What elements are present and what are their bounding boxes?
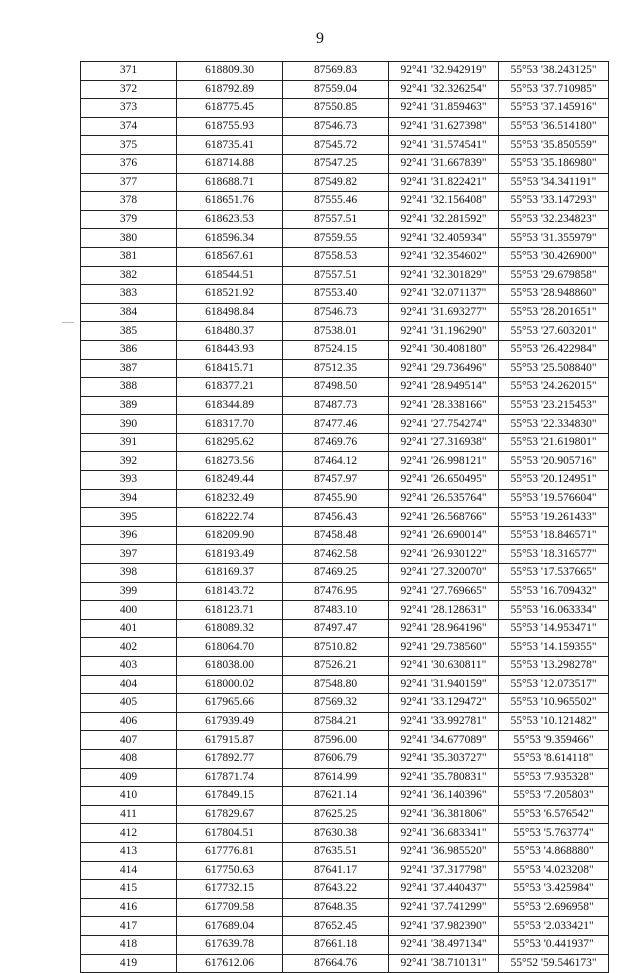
longitude-cell: 92°41 '32.326254" (389, 80, 499, 99)
point-number-cell: 397 (81, 545, 177, 564)
latitude-cell: 55°52 '59.546173" (499, 954, 609, 973)
x-coordinate-cell: 618688.71 (177, 173, 283, 192)
longitude-cell: 92°41 '36.985520" (389, 842, 499, 861)
x-coordinate-cell: 618651.76 (177, 192, 283, 211)
longitude-cell: 92°41 '29.738560" (389, 638, 499, 657)
x-coordinate-cell: 618792.89 (177, 80, 283, 99)
table-row (81, 731, 609, 750)
x-coordinate-cell: 618755.93 (177, 117, 283, 136)
point-number-cell: 383 (81, 285, 177, 304)
y-coordinate-cell: 87614.99 (283, 768, 389, 787)
point-number-cell: 407 (81, 731, 177, 750)
latitude-cell: 55°53 '22.334830" (499, 415, 609, 434)
table-row (81, 285, 609, 304)
x-coordinate-cell: 618295.62 (177, 433, 283, 452)
table-row (81, 136, 609, 155)
longitude-cell: 92°41 '32.281592" (389, 210, 499, 229)
latitude-cell: 55°53 '26.422984" (499, 340, 609, 359)
point-number-cell: 386 (81, 340, 177, 359)
point-number-cell: 387 (81, 359, 177, 378)
table-row (81, 247, 609, 266)
table-row (81, 545, 609, 564)
table-row (81, 489, 609, 508)
longitude-cell: 92°41 '28.964196" (389, 619, 499, 638)
point-number-cell: 375 (81, 136, 177, 155)
longitude-cell: 92°41 '36.140396" (389, 787, 499, 806)
x-coordinate-cell: 617709.58 (177, 898, 283, 917)
longitude-cell: 92°41 '27.769665" (389, 582, 499, 601)
y-coordinate-cell: 87596.00 (283, 731, 389, 750)
x-coordinate-cell: 618735.41 (177, 136, 283, 155)
table-row (81, 526, 609, 545)
y-coordinate-cell: 87462.58 (283, 545, 389, 564)
y-coordinate-cell: 87457.97 (283, 471, 389, 490)
longitude-cell: 92°41 '38.710131" (389, 954, 499, 973)
latitude-cell: 55°53 '3.425984" (499, 880, 609, 899)
table-row (81, 601, 609, 620)
x-coordinate-cell: 618000.02 (177, 675, 283, 694)
latitude-cell: 55°53 '33.147293" (499, 192, 609, 211)
table-row (81, 787, 609, 806)
point-number-cell: 417 (81, 917, 177, 936)
table-row (81, 340, 609, 359)
point-number-cell: 399 (81, 582, 177, 601)
longitude-cell: 92°41 '31.627398" (389, 117, 499, 136)
y-coordinate-cell: 87664.76 (283, 954, 389, 973)
latitude-cell: 55°53 '18.316577" (499, 545, 609, 564)
table-row (81, 266, 609, 285)
table-row (81, 322, 609, 341)
x-coordinate-cell: 618209.90 (177, 526, 283, 545)
y-coordinate-cell: 87487.73 (283, 396, 389, 415)
longitude-cell: 92°41 '27.316938" (389, 433, 499, 452)
longitude-cell: 92°41 '28.949514" (389, 378, 499, 397)
y-coordinate-cell: 87553.40 (283, 285, 389, 304)
y-coordinate-cell: 87630.38 (283, 824, 389, 843)
x-coordinate-cell: 617732.15 (177, 880, 283, 899)
longitude-cell: 92°41 '26.930122" (389, 545, 499, 564)
point-number-cell: 395 (81, 508, 177, 527)
latitude-cell: 55°53 '29.679858" (499, 266, 609, 285)
longitude-cell: 92°41 '32.405934" (389, 229, 499, 248)
point-number-cell: 372 (81, 80, 177, 99)
point-number-cell: 409 (81, 768, 177, 787)
x-coordinate-cell: 617829.67 (177, 805, 283, 824)
point-number-cell: 416 (81, 898, 177, 917)
latitude-cell: 55°53 '24.262015" (499, 378, 609, 397)
point-number-cell: 381 (81, 247, 177, 266)
point-number-cell: 403 (81, 657, 177, 676)
y-coordinate-cell: 87557.51 (283, 266, 389, 285)
table-row (81, 768, 609, 787)
longitude-cell: 92°41 '32.354602" (389, 247, 499, 266)
y-coordinate-cell: 87557.51 (283, 210, 389, 229)
y-coordinate-cell: 87546.73 (283, 303, 389, 322)
table-row (81, 712, 609, 731)
longitude-cell: 92°41 '32.156408" (389, 192, 499, 211)
point-number-cell: 377 (81, 173, 177, 192)
longitude-cell: 92°41 '28.128631" (389, 601, 499, 620)
y-coordinate-cell: 87512.35 (283, 359, 389, 378)
table-row (81, 842, 609, 861)
point-number-cell: 406 (81, 712, 177, 731)
longitude-cell: 92°41 '31.667839" (389, 154, 499, 173)
y-coordinate-cell: 87648.35 (283, 898, 389, 917)
latitude-cell: 55°53 '9.359466" (499, 731, 609, 750)
point-number-cell: 373 (81, 99, 177, 118)
x-coordinate-cell: 617871.74 (177, 768, 283, 787)
x-coordinate-cell: 618498.84 (177, 303, 283, 322)
page-number: 9 (316, 30, 324, 47)
x-coordinate-cell: 617939.49 (177, 712, 283, 731)
x-coordinate-cell: 618544.51 (177, 266, 283, 285)
table-row (81, 694, 609, 713)
table-row (81, 154, 609, 173)
table-row (81, 564, 609, 583)
latitude-cell: 55°53 '19.576604" (499, 489, 609, 508)
latitude-cell: 55°53 '12.073517" (499, 675, 609, 694)
table-row (81, 378, 609, 397)
point-number-cell: 378 (81, 192, 177, 211)
longitude-cell: 92°41 '35.303727" (389, 749, 499, 768)
table-row (81, 749, 609, 768)
point-number-cell: 400 (81, 601, 177, 620)
point-number-cell: 412 (81, 824, 177, 843)
point-number-cell: 371 (81, 62, 177, 81)
table-row (81, 954, 609, 973)
latitude-cell: 55°53 '37.710985" (499, 80, 609, 99)
y-coordinate-cell: 87510.82 (283, 638, 389, 657)
table-row (81, 935, 609, 954)
longitude-cell: 92°41 '27.754274" (389, 415, 499, 434)
y-coordinate-cell: 87483.10 (283, 601, 389, 620)
longitude-cell: 92°41 '31.859463" (389, 99, 499, 118)
latitude-cell: 55°53 '35.850559" (499, 136, 609, 155)
latitude-cell: 55°53 '7.935328" (499, 768, 609, 787)
table-row (81, 619, 609, 638)
table-row (81, 898, 609, 917)
latitude-cell: 55°53 '2.696958" (499, 898, 609, 917)
longitude-cell: 92°41 '26.998121" (389, 452, 499, 471)
table-row (81, 508, 609, 527)
x-coordinate-cell: 618596.34 (177, 229, 283, 248)
longitude-cell: 92°41 '30.408180" (389, 340, 499, 359)
y-coordinate-cell: 87555.46 (283, 192, 389, 211)
latitude-cell: 55°53 '36.514180" (499, 117, 609, 136)
table-row (81, 359, 609, 378)
y-coordinate-cell: 87464.12 (283, 452, 389, 471)
latitude-cell: 55°53 '13.298278" (499, 657, 609, 676)
y-coordinate-cell: 87584.21 (283, 712, 389, 731)
latitude-cell: 55°53 '17.537665" (499, 564, 609, 583)
longitude-cell: 92°41 '31.693277" (389, 303, 499, 322)
latitude-cell: 55°53 '28.948860" (499, 285, 609, 304)
longitude-cell: 92°41 '37.741299" (389, 898, 499, 917)
longitude-cell: 92°41 '30.630811" (389, 657, 499, 676)
x-coordinate-cell: 618443.93 (177, 340, 283, 359)
point-number-cell: 410 (81, 787, 177, 806)
longitude-cell: 92°41 '28.338166" (389, 396, 499, 415)
x-coordinate-cell: 618567.61 (177, 247, 283, 266)
y-coordinate-cell: 87458.48 (283, 526, 389, 545)
x-coordinate-cell: 617776.81 (177, 842, 283, 861)
table-row (81, 452, 609, 471)
table-row (81, 582, 609, 601)
point-number-cell: 401 (81, 619, 177, 638)
x-coordinate-cell: 617892.77 (177, 749, 283, 768)
y-coordinate-cell: 87559.55 (283, 229, 389, 248)
longitude-cell: 92°41 '31.196290" (389, 322, 499, 341)
point-number-cell: 391 (81, 433, 177, 452)
latitude-cell: 55°53 '30.426900" (499, 247, 609, 266)
point-number-cell: 413 (81, 842, 177, 861)
x-coordinate-cell: 618344.89 (177, 396, 283, 415)
y-coordinate-cell: 87558.53 (283, 247, 389, 266)
longitude-cell: 92°41 '26.650495" (389, 471, 499, 490)
longitude-cell: 92°41 '33.992781" (389, 712, 499, 731)
x-coordinate-cell: 617612.06 (177, 954, 283, 973)
y-coordinate-cell: 87635.51 (283, 842, 389, 861)
table-row (81, 415, 609, 434)
point-number-cell: 393 (81, 471, 177, 490)
point-number-cell: 394 (81, 489, 177, 508)
longitude-cell: 92°41 '35.780831" (389, 768, 499, 787)
point-number-cell: 398 (81, 564, 177, 583)
x-coordinate-cell: 617804.51 (177, 824, 283, 843)
table-row (81, 80, 609, 99)
point-number-cell: 379 (81, 210, 177, 229)
latitude-cell: 55°53 '4.023208" (499, 861, 609, 880)
latitude-cell: 55°53 '4.868880" (499, 842, 609, 861)
y-coordinate-cell: 87569.32 (283, 694, 389, 713)
point-number-cell: 390 (81, 415, 177, 434)
coordinates-table-body (81, 62, 609, 973)
x-coordinate-cell: 618089.32 (177, 619, 283, 638)
table-row (81, 62, 609, 81)
longitude-cell: 92°41 '38.497134" (389, 935, 499, 954)
x-coordinate-cell: 617915.87 (177, 731, 283, 750)
latitude-cell: 55°53 '38.243125" (499, 62, 609, 81)
x-coordinate-cell: 618249.44 (177, 471, 283, 490)
y-coordinate-cell: 87621.14 (283, 787, 389, 806)
y-coordinate-cell: 87661.18 (283, 935, 389, 954)
table-row (81, 638, 609, 657)
x-coordinate-cell: 617689.04 (177, 917, 283, 936)
y-coordinate-cell: 87455.90 (283, 489, 389, 508)
y-coordinate-cell: 87497.47 (283, 619, 389, 638)
x-coordinate-cell: 618273.56 (177, 452, 283, 471)
y-coordinate-cell: 87550.85 (283, 99, 389, 118)
x-coordinate-cell: 618123.71 (177, 601, 283, 620)
latitude-cell: 55°53 '23.215453" (499, 396, 609, 415)
latitude-cell: 55°53 '6.576542" (499, 805, 609, 824)
latitude-cell: 55°53 '14.159355" (499, 638, 609, 657)
point-number-cell: 396 (81, 526, 177, 545)
longitude-cell: 92°41 '37.317798" (389, 861, 499, 880)
point-number-cell: 408 (81, 749, 177, 768)
y-coordinate-cell: 87545.72 (283, 136, 389, 155)
latitude-cell: 55°53 '28.201651" (499, 303, 609, 322)
y-coordinate-cell: 87641.17 (283, 861, 389, 880)
longitude-cell: 92°41 '32.071137" (389, 285, 499, 304)
point-number-cell: 392 (81, 452, 177, 471)
point-number-cell: 382 (81, 266, 177, 285)
latitude-cell: 55°53 '34.341191" (499, 173, 609, 192)
point-number-cell: 389 (81, 396, 177, 415)
point-number-cell: 419 (81, 954, 177, 973)
x-coordinate-cell: 618377.21 (177, 378, 283, 397)
x-coordinate-cell: 618143.72 (177, 582, 283, 601)
table-row (81, 192, 609, 211)
longitude-cell: 92°41 '29.736496" (389, 359, 499, 378)
y-coordinate-cell: 87498.50 (283, 378, 389, 397)
table-row (81, 675, 609, 694)
point-number-cell: 388 (81, 378, 177, 397)
y-coordinate-cell: 87469.76 (283, 433, 389, 452)
longitude-cell: 92°41 '36.381806" (389, 805, 499, 824)
point-number-cell: 402 (81, 638, 177, 657)
latitude-cell: 55°53 '21.619801" (499, 433, 609, 452)
longitude-cell: 92°41 '27.320070" (389, 564, 499, 583)
y-coordinate-cell: 87538.01 (283, 322, 389, 341)
longitude-cell: 92°41 '36.683341" (389, 824, 499, 843)
x-coordinate-cell: 618169.37 (177, 564, 283, 583)
latitude-cell: 55°53 '0.441937" (499, 935, 609, 954)
longitude-cell: 92°41 '34.677089" (389, 731, 499, 750)
latitude-cell: 55°53 '16.709432" (499, 582, 609, 601)
x-coordinate-cell: 618064.70 (177, 638, 283, 657)
latitude-cell: 55°53 '8.614118" (499, 749, 609, 768)
table-row (81, 471, 609, 490)
latitude-cell: 55°53 '31.355979" (499, 229, 609, 248)
table-row (81, 396, 609, 415)
x-coordinate-cell: 617639.78 (177, 935, 283, 954)
point-number-cell: 404 (81, 675, 177, 694)
x-coordinate-cell: 618623.53 (177, 210, 283, 229)
longitude-cell: 92°41 '37.440437" (389, 880, 499, 899)
table-row (81, 210, 609, 229)
x-coordinate-cell: 618809.30 (177, 62, 283, 81)
x-coordinate-cell: 617750.63 (177, 861, 283, 880)
latitude-cell: 55°53 '20.905716" (499, 452, 609, 471)
latitude-cell: 55°53 '2.033421" (499, 917, 609, 936)
x-coordinate-cell: 618521.92 (177, 285, 283, 304)
table-row (81, 824, 609, 843)
x-coordinate-cell: 618232.49 (177, 489, 283, 508)
point-number-cell: 384 (81, 303, 177, 322)
x-coordinate-cell: 618714.88 (177, 154, 283, 173)
coordinates-table (80, 61, 609, 973)
point-number-cell: 405 (81, 694, 177, 713)
table-row (81, 861, 609, 880)
y-coordinate-cell: 87606.79 (283, 749, 389, 768)
x-coordinate-cell: 618317.70 (177, 415, 283, 434)
point-number-cell: 415 (81, 880, 177, 899)
x-coordinate-cell: 617849.15 (177, 787, 283, 806)
y-coordinate-cell: 87469.25 (283, 564, 389, 583)
x-coordinate-cell: 618480.37 (177, 322, 283, 341)
table-row (81, 805, 609, 824)
y-coordinate-cell: 87549.82 (283, 173, 389, 192)
longitude-cell: 92°41 '32.942919" (389, 62, 499, 81)
longitude-cell: 92°41 '37.982390" (389, 917, 499, 936)
latitude-cell: 55°53 '19.261433" (499, 508, 609, 527)
table-row (81, 880, 609, 899)
y-coordinate-cell: 87559.04 (283, 80, 389, 99)
longitude-cell: 92°41 '32.301829" (389, 266, 499, 285)
x-coordinate-cell: 618775.45 (177, 99, 283, 118)
y-coordinate-cell: 87547.25 (283, 154, 389, 173)
table-row (81, 917, 609, 936)
scan-mark (62, 322, 74, 323)
y-coordinate-cell: 87625.25 (283, 805, 389, 824)
point-number-cell: 414 (81, 861, 177, 880)
table-row (81, 229, 609, 248)
latitude-cell: 55°53 '35.186980" (499, 154, 609, 173)
y-coordinate-cell: 87569.83 (283, 62, 389, 81)
y-coordinate-cell: 87477.46 (283, 415, 389, 434)
longitude-cell: 92°41 '33.129472" (389, 694, 499, 713)
point-number-cell: 411 (81, 805, 177, 824)
longitude-cell: 92°41 '31.574541" (389, 136, 499, 155)
y-coordinate-cell: 87643.22 (283, 880, 389, 899)
latitude-cell: 55°53 '32.234823" (499, 210, 609, 229)
x-coordinate-cell: 618038.00 (177, 657, 283, 676)
table-row (81, 657, 609, 676)
longitude-cell: 92°41 '31.940159" (389, 675, 499, 694)
table-row (81, 117, 609, 136)
latitude-cell: 55°53 '10.965502" (499, 694, 609, 713)
y-coordinate-cell: 87652.45 (283, 917, 389, 936)
y-coordinate-cell: 87546.73 (283, 117, 389, 136)
table-row (81, 433, 609, 452)
y-coordinate-cell: 87456.43 (283, 508, 389, 527)
y-coordinate-cell: 87548.80 (283, 675, 389, 694)
latitude-cell: 55°53 '37.145916" (499, 99, 609, 118)
point-number-cell: 385 (81, 322, 177, 341)
table-row (81, 173, 609, 192)
y-coordinate-cell: 87526.21 (283, 657, 389, 676)
latitude-cell: 55°53 '7.205803" (499, 787, 609, 806)
latitude-cell: 55°53 '10.121482" (499, 712, 609, 731)
latitude-cell: 55°53 '20.124951" (499, 471, 609, 490)
point-number-cell: 374 (81, 117, 177, 136)
latitude-cell: 55°53 '5.763774" (499, 824, 609, 843)
latitude-cell: 55°53 '16.063334" (499, 601, 609, 620)
longitude-cell: 92°41 '26.535764" (389, 489, 499, 508)
x-coordinate-cell: 618415.71 (177, 359, 283, 378)
point-number-cell: 376 (81, 154, 177, 173)
table-row (81, 303, 609, 322)
point-number-cell: 418 (81, 935, 177, 954)
x-coordinate-cell: 618193.49 (177, 545, 283, 564)
table-row (81, 99, 609, 118)
longitude-cell: 92°41 '31.822421" (389, 173, 499, 192)
latitude-cell: 55°53 '27.603201" (499, 322, 609, 341)
y-coordinate-cell: 87476.95 (283, 582, 389, 601)
latitude-cell: 55°53 '25.508840" (499, 359, 609, 378)
point-number-cell: 380 (81, 229, 177, 248)
latitude-cell: 55°53 '18.846571" (499, 526, 609, 545)
x-coordinate-cell: 617965.66 (177, 694, 283, 713)
longitude-cell: 92°41 '26.690014" (389, 526, 499, 545)
x-coordinate-cell: 618222.74 (177, 508, 283, 527)
y-coordinate-cell: 87524.15 (283, 340, 389, 359)
longitude-cell: 92°41 '26.568766" (389, 508, 499, 527)
latitude-cell: 55°53 '14.953471" (499, 619, 609, 638)
